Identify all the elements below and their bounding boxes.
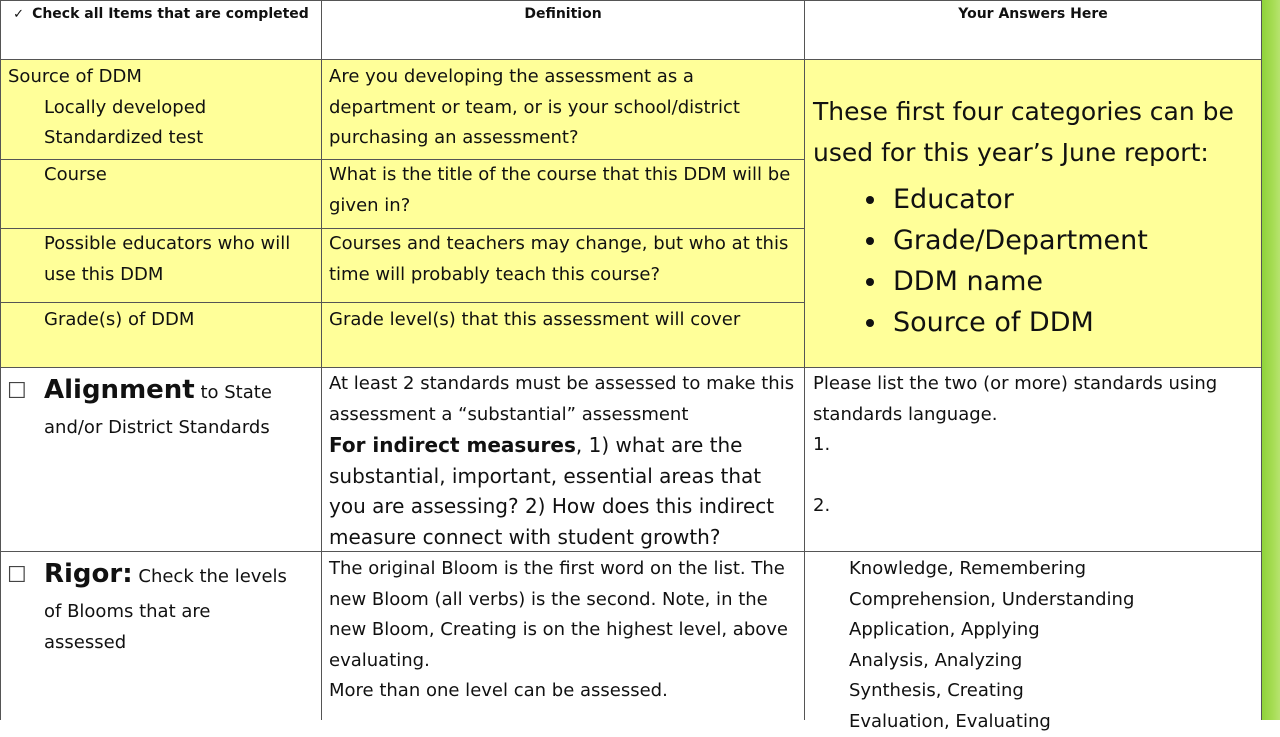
- alignment-answer-cell: [804, 367, 1262, 552]
- educators-definition: Courses and teachers may change, but who at this time will probably teach this course?: [329, 233, 788, 285]
- bloom-level-6[interactable]: Evaluation, Evaluating: [849, 707, 1257, 737]
- rigor-rest-2: of Blooms that are: [44, 597, 321, 628]
- alignment-bold: Alignment: [44, 375, 195, 405]
- rigor-title: [44, 554, 321, 597]
- slide-accent-bar: [1262, 0, 1280, 720]
- bullet-ddm-name: • DDM name: [889, 261, 1253, 302]
- educators-definition-cell: [321, 228, 805, 303]
- course-definition: What is the title of the course that this DDM will be given in?: [329, 164, 790, 216]
- source-of-ddm-title: Source of DDM: [8, 62, 321, 93]
- bullet-educator: • Educator: [889, 179, 1253, 220]
- alignment-cell: [0, 367, 322, 552]
- alignment-answer-list: [813, 430, 1257, 522]
- rigor-rest-3: assessed: [44, 628, 321, 659]
- grades-cell: [0, 302, 322, 368]
- source-definition-cell: [321, 59, 805, 160]
- source-of-ddm-cell: [0, 59, 322, 160]
- bullet-grade-department: • Grade/Department: [889, 220, 1253, 261]
- source-definition: Are you developing the assessment as a department or team, or is your school/district purchasing an assessment?: [329, 66, 740, 148]
- header-answers-label: Your Answers Here: [958, 6, 1108, 22]
- june-report-note: [804, 59, 1262, 368]
- bloom-level-5[interactable]: Synthesis, Creating: [849, 676, 1257, 707]
- bloom-level-2[interactable]: Comprehension, Understanding: [849, 585, 1257, 616]
- rigor-levels-cell: [804, 551, 1262, 720]
- checkbox-icon[interactable]: ☐: [7, 377, 27, 408]
- checkmark-icon: ✓: [13, 7, 24, 22]
- rigor-rest-1: Check the levels: [138, 566, 287, 587]
- header-answers: [804, 0, 1262, 60]
- course-cell: [0, 159, 322, 229]
- june-report-bullets: [813, 179, 1253, 343]
- header-completed-label: Check all Items that are completed: [32, 6, 309, 22]
- alignment-definition-cell: [321, 367, 805, 552]
- rigor-bold: Rigor:: [44, 559, 133, 589]
- educators-cell: [0, 228, 322, 303]
- alignment-rest-1: to State: [200, 382, 271, 403]
- rigor-definition-cell: [321, 551, 805, 720]
- course-title: Course: [44, 164, 107, 185]
- grades-definition: Grade level(s) that this assessment will cover: [329, 309, 740, 330]
- alignment-definition-plain: At least 2 standards must be assessed to make this assessment a “substantial” assessment: [329, 369, 800, 430]
- grades-title: Grade(s) of DDM: [44, 309, 194, 330]
- alignment-definition-bold: For indirect measures: [329, 433, 576, 457]
- rigor-definition-2: More than one level can be assessed.: [329, 676, 800, 707]
- bloom-level-3[interactable]: Application, Applying: [849, 615, 1257, 646]
- checkbox-icon[interactable]: ☐: [7, 561, 27, 592]
- header-definition: [321, 0, 805, 60]
- rigor-definition-1: The original Bloom is the first word on the list. The new Bloom (all verbs) is the second. Note, in the new Bloom, Creating is on the highest level, above evaluating.: [329, 554, 800, 676]
- course-definition-cell: [321, 159, 805, 229]
- header-definition-label: Definition: [524, 6, 601, 22]
- source-option-local: Locally developed: [8, 93, 321, 124]
- june-report-note-text: These first four categories can be used for this year’s June report:: [813, 91, 1253, 173]
- bloom-level-1[interactable]: Knowledge, Remembering: [849, 554, 1257, 585]
- bloom-level-4[interactable]: Analysis, Analyzing: [849, 646, 1257, 677]
- alignment-definition-tail: , 1) what are the substantial, important, essential areas that you are assessing? 2) How does this indirect measure connect with student growth?: [329, 433, 774, 549]
- alignment-answer-2[interactable]: 2.: [813, 491, 1257, 522]
- alignment-answer-prompt: Please list the two (or more) standards using standards language.: [813, 369, 1257, 430]
- alignment-title: [44, 370, 321, 413]
- alignment-answer-1[interactable]: 1.: [813, 430, 1257, 491]
- source-option-standardized: Standardized test: [8, 123, 321, 154]
- rigor-cell: [0, 551, 322, 720]
- bullet-source-of-ddm: • Source of DDM: [889, 302, 1253, 343]
- alignment-definition-indirect: [329, 430, 800, 552]
- alignment-rest-2: and/or District Standards: [44, 413, 321, 444]
- grades-definition-cell: [321, 302, 805, 368]
- header-completed: [0, 0, 322, 60]
- educators-title: Possible educators who will use this DDM: [44, 233, 290, 285]
